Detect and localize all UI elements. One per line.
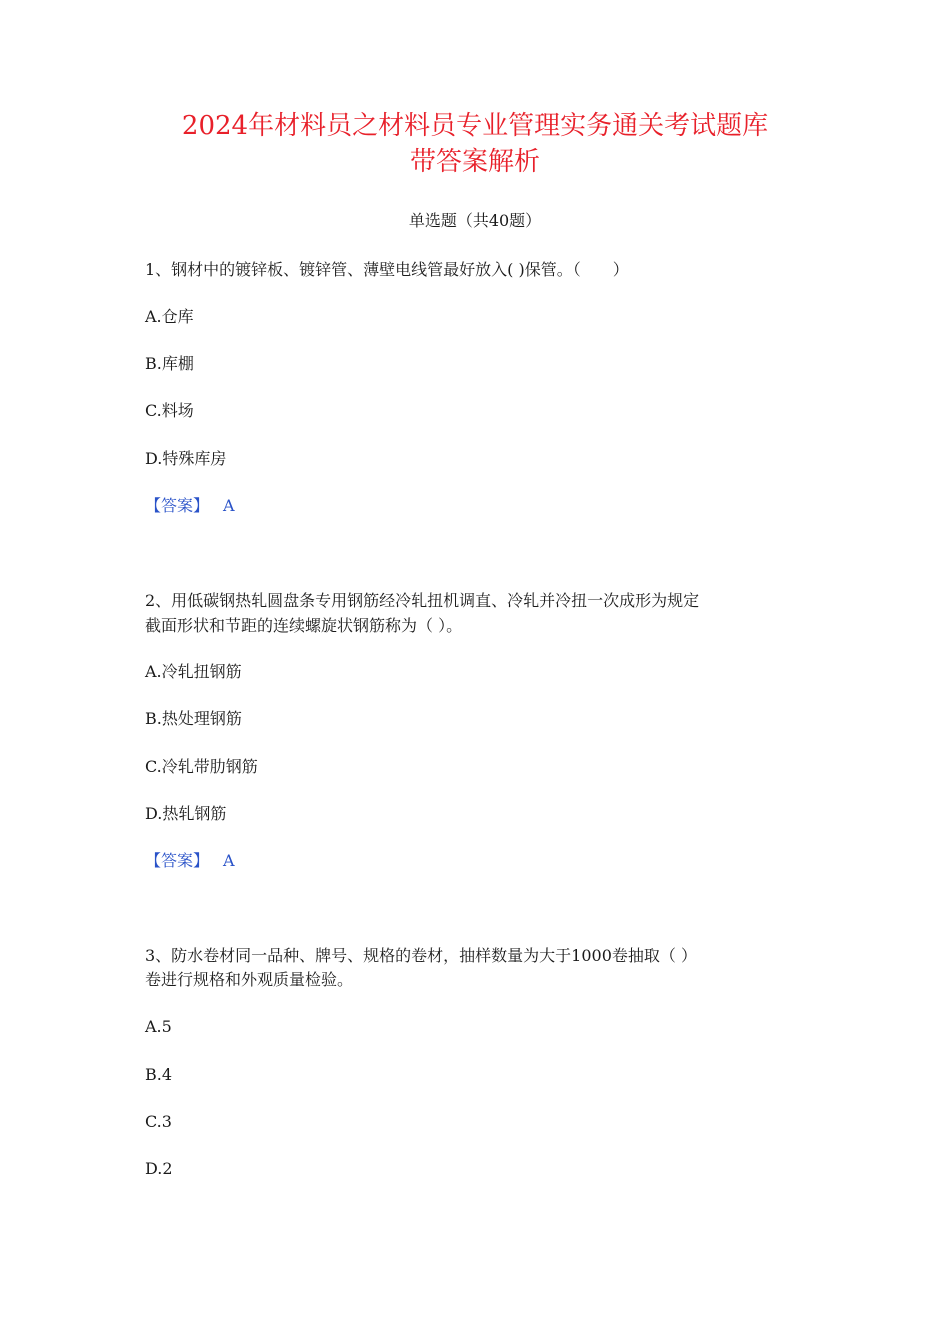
document-title-line-2: 带答案解析 [409, 147, 540, 177]
question-3-option-a: A.5 [145, 1017, 172, 1036]
question-2-option-c: C.冷轧带肋钢筋 [145, 757, 258, 776]
question-1-option-d: D.特殊库房 [145, 449, 227, 468]
question-2-stem-line-2: 截面形状和节距的连续螺旋状钢筋称为（ ）。 [145, 616, 463, 635]
question-1-stem: 1、钢材中的镀锌板、镀锌管、薄壁电线管最好放入( )保管。（ ） [145, 260, 629, 279]
document-title-line-1: 2024年材料员之材料员专业管理实务通关考试题库 [181, 111, 769, 141]
question-1-answer [145, 494, 815, 518]
question-3-option-b: B.4 [145, 1065, 173, 1084]
question-1-option-a: A.仓库 [145, 307, 194, 326]
question-3-stem-line-2: 卷进行规格和外观质量检验。 [145, 970, 354, 989]
question-3-stem-line-1: 3、防水卷材同一品种、牌号、规格的卷材，抽样数量为大于1000卷抽取（ ） [145, 946, 697, 965]
question-3-option-d: D.2 [145, 1159, 173, 1178]
question-2-option-b: B.热处理钢筋 [145, 709, 242, 728]
question-1-option-b: B.库棚 [145, 354, 194, 373]
question-2-option-d: D.热轧钢筋 [145, 804, 227, 823]
section-heading: 单选题（共40题） [408, 211, 542, 230]
answer-value: A [223, 496, 235, 515]
question-1-option-c: C.料场 [145, 401, 194, 420]
question-2-answer [145, 849, 815, 873]
answer-label: 【答案】 [145, 851, 210, 870]
answer-value: A [223, 851, 235, 870]
question-3-option-c: C.3 [145, 1112, 172, 1131]
question-2-option-a: A.冷轧扭钢筋 [145, 662, 242, 681]
answer-label: 【答案】 [145, 496, 210, 515]
question-2-stem-line-1: 2、用低碳钢热轧圆盘条专用钢筋经冷轧扭机调直、冷轧并冷扭一次成形为规定 [145, 591, 700, 610]
